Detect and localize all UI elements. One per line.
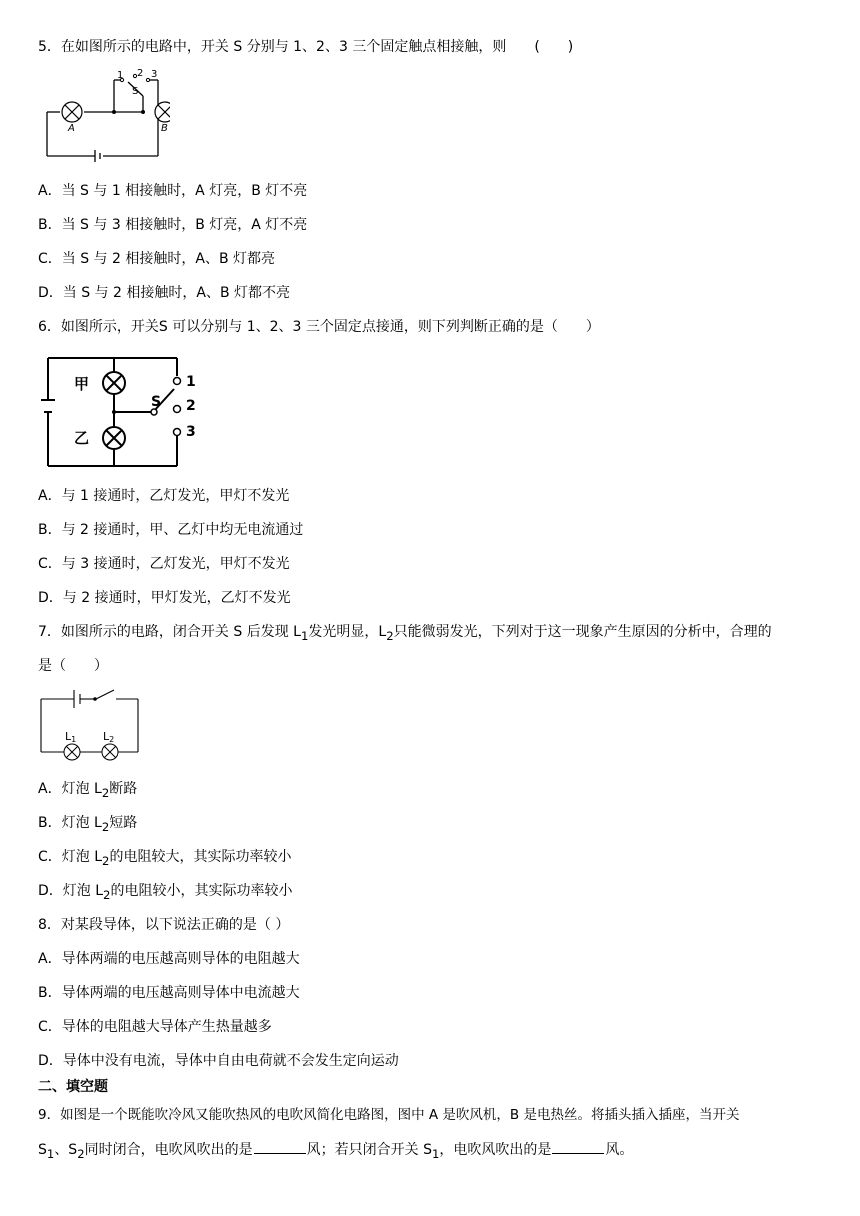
q5-option-a: A．当 S 与 1 相接触时，A 灯亮，B 灯不亮 xyxy=(38,183,308,199)
q6-option-c: C．与 3 接通时，乙灯发光，甲灯不发光 xyxy=(38,556,290,572)
svg-text:2: 2 xyxy=(186,398,196,414)
q5-option-c: C．当 S 与 2 相接触时，A、B 灯都亮 xyxy=(38,251,276,267)
q6-stem: 6．如图所示，开关S 可以分别与 1、2、3 三个固定点接通，则下列判断正确的是（ ） xyxy=(38,319,600,335)
svg-text:S: S xyxy=(151,394,162,410)
q9-blank-1[interactable] xyxy=(254,1139,306,1154)
lamp-B-icon xyxy=(155,102,170,122)
svg-text:3: 3 xyxy=(186,424,196,440)
q9-blank-2[interactable] xyxy=(552,1139,604,1154)
q6-option-d: D．与 2 接通时，甲灯发光，乙灯不发光 xyxy=(38,590,291,606)
q7-circuit-diagram xyxy=(38,684,142,762)
q5-option-d: D．当 S 与 2 相接触时，A、B 灯都不亮 xyxy=(38,285,291,301)
q8-option-d: D．导体中没有电流，导体中自由电荷就不会发生定向运动 xyxy=(38,1053,399,1069)
q5-stem: 5．在如图所示的电路中，开关 S 分别与 1、2、3 三个固定触点相接触，则 ( ) xyxy=(38,39,574,55)
q7-option-c: C．灯泡 $L_2$的电阻较大，其实际功率较小 xyxy=(38,849,292,868)
svg-text:L2: L2 xyxy=(103,730,115,744)
q8-option-c: C．导体的电阻越大导体产生热量越多 xyxy=(38,1019,272,1035)
q9-stem-line1: 9．如图是一个既能吹冷风又能吹热风的电吹风简化电路图，图中 A 是吹风机，B 是电热丝。将插头插入插座，当开关 xyxy=(38,1107,740,1123)
svg-text:1: 1 xyxy=(186,374,196,390)
q5-circuit-diagram xyxy=(40,68,170,163)
q7-option-d: D．灯泡 $L_2$的电阻较小，其实际功率较小 xyxy=(38,883,293,902)
q8-stem: 8．对某段导体，以下说法正确的是（ ） xyxy=(38,917,290,933)
q5-option-b: B．当 S 与 3 相接触时，B 灯亮，A 灯不亮 xyxy=(38,217,308,233)
q8-option-b: B．导体两端的电压越高则导体中电流越大 xyxy=(38,985,300,1001)
svg-text:S: S xyxy=(132,86,139,97)
q9-stem-line2: $S_1$、$S_2$同时闭合，电吹风吹出的是 风；若只闭合开关 $S_1$，电吹风吹出的是 风。 xyxy=(38,1139,633,1164)
svg-text:A: A xyxy=(68,123,75,134)
q7-option-b: B．灯泡 $L_2$短路 xyxy=(38,815,138,834)
svg-text:2: 2 xyxy=(137,68,144,79)
q7-stem: 7．如图所示的电路，闭合开关 S 后发现 $L_1$发光明显，$L_2$只能微弱发光，下列对于这一现象产生原因的分析中，合理的 xyxy=(38,624,772,643)
svg-text:L1: L1 xyxy=(65,730,77,744)
lamp-jia-icon xyxy=(103,372,125,394)
lamp-A-icon xyxy=(62,102,82,122)
q7-stem-line2: 是（ ） xyxy=(38,658,108,674)
svg-text:乙: 乙 xyxy=(74,429,90,447)
lamp-yi-icon xyxy=(103,427,125,449)
svg-text:B: B xyxy=(161,123,168,134)
q6-circuit-diagram xyxy=(40,350,200,472)
q6-option-a: A．与 1 接通时，乙灯发光，甲灯不发光 xyxy=(38,488,290,504)
lamp-L1-icon xyxy=(64,744,80,760)
svg-text:甲: 甲 xyxy=(74,375,90,393)
svg-text:1: 1 xyxy=(117,70,124,81)
q6-option-b: B．与 2 接通时，甲、乙灯中均无电流通过 xyxy=(38,522,304,538)
svg-text:3: 3 xyxy=(151,69,158,80)
lamp-L2-icon xyxy=(102,744,118,760)
q8-option-a: A．导体两端的电压越高则导体的电阻越大 xyxy=(38,951,300,967)
q7-option-a: A．灯泡 $L_2$断路 xyxy=(38,781,138,800)
section-heading: 二、填空题 xyxy=(38,1079,108,1095)
